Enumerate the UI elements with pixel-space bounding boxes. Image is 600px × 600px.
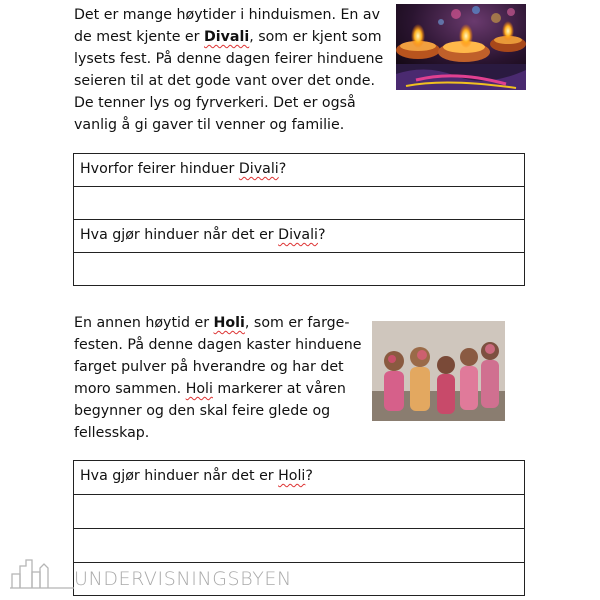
paragraph-line: begynner og den skal feire glede og [74,403,331,419]
paragraph-line: vanlig å gi gaver til venner og familie. [74,117,345,133]
question-row: Hva gjør hinduer når det er Divali? [74,220,524,253]
city-skyline-icon [8,550,78,590]
brand-name: UNDERVISNINGSBYEN [74,568,292,590]
paragraph-line: Det er mange høytider i hinduismen. En av [74,7,381,23]
paragraph-line: farget pulver på hverandre og har det [74,359,344,375]
paragraph-line: de mest kjente er Divali, som er kjent som [74,29,382,45]
holi-paragraph [74,312,362,444]
divali-word: Divali [204,29,250,45]
paragraph-line: festen. På denne dagen kaster hinduene [74,337,362,353]
paragraph-line: En annen høytid er Holi, som er farge- [74,315,350,331]
question-row: Hva gjør hinduer når det er Holi? [74,461,524,495]
holi-photo [372,321,505,421]
divali-photo [396,4,526,90]
holi-word: Holi [185,381,213,397]
paragraph-line: lysets fest. På denne dagen feirer hinduene [74,51,384,67]
diya-candles-icon [396,4,526,90]
question-row: Hvorfor feirer hinduer Divali? [74,154,524,187]
answer-row[interactable] [74,495,524,529]
divali-paragraph [74,4,383,136]
holi-word: Holi [213,315,245,331]
divali-word: Divali [238,161,279,177]
paragraph-line: moro sammen. Holi markerer at våren [74,381,346,397]
divali-word: Divali [278,227,318,243]
answer-row[interactable] [74,253,524,286]
children-holi-icon [372,321,505,421]
answer-row[interactable] [74,529,524,563]
paragraph-line: seieren til at det gode vant over det onde. [74,73,376,89]
paragraph-line: De tenner lys og fyrverkeri. Det er også [74,95,356,111]
paragraph-line: fellesskap. [74,425,150,441]
holi-word: Holi [278,468,306,484]
answer-row[interactable] [74,187,524,220]
divali-questions [73,153,525,286]
